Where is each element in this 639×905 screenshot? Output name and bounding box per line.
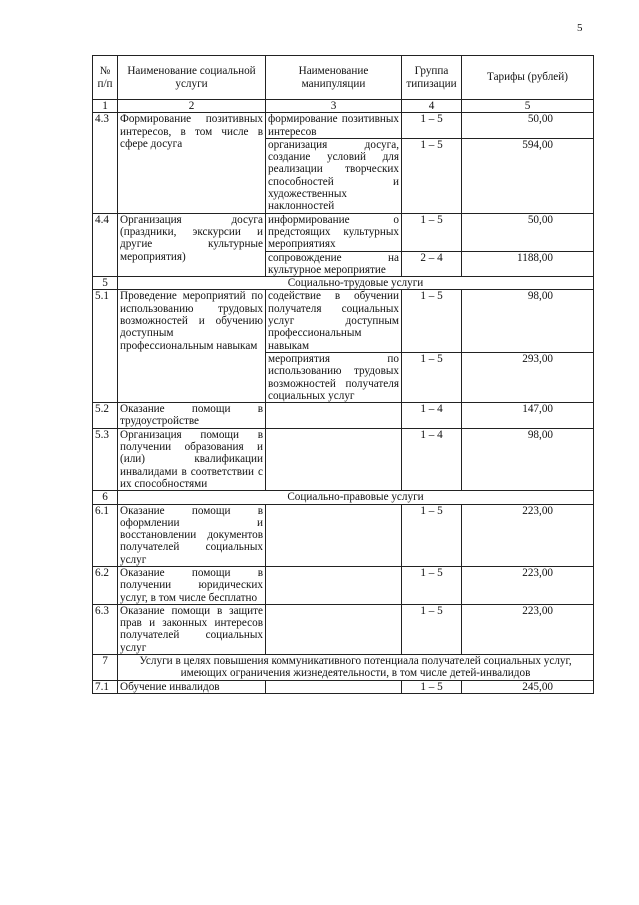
group-cell: 1 – 5 <box>402 604 462 654</box>
manipulation-name <box>266 604 402 654</box>
table-row <box>93 680 594 693</box>
section-title: Социально-правовые услуги <box>118 491 594 504</box>
tariff-cell: 594,00 <box>462 138 594 213</box>
row-num: 5.3 <box>93 428 118 490</box>
group-cell: 1 – 5 <box>402 290 462 352</box>
table-row <box>93 428 594 490</box>
group-cell: 1 – 5 <box>402 138 462 213</box>
section-num: 5 <box>93 277 118 290</box>
manipulation-name: мероприятия по использованию трудовых возможностей получателя социальных услуг <box>266 352 402 402</box>
row-num: 5.1 <box>93 290 118 403</box>
tariff-cell: 223,00 <box>462 566 594 604</box>
section-row <box>93 491 594 504</box>
tariff-cell: 223,00 <box>462 604 594 654</box>
col-number: 3 <box>266 100 402 113</box>
column-number-row <box>93 100 594 113</box>
section-row <box>93 655 594 681</box>
tariff-cell: 1188,00 <box>462 251 594 277</box>
header-row <box>93 56 594 100</box>
row-num: 6.2 <box>93 566 118 604</box>
header-manipulation: Наименование манипуляции <box>266 56 402 100</box>
col-number: 2 <box>118 100 266 113</box>
manipulation-name <box>266 680 402 693</box>
row-num: 6.3 <box>93 604 118 654</box>
service-name: Оказание помощи в трудоустройстве <box>118 403 266 429</box>
service-name: Обучение инвалидов <box>118 680 266 693</box>
group-cell: 1 – 5 <box>402 352 462 402</box>
group-cell: 1 – 4 <box>402 403 462 429</box>
section-title: Услуги в целях повышения коммуникативного потенциала получателей социальных услуг, имеющих ограничения жизнедеятельности, в том числе детей-инвалидов <box>118 655 594 681</box>
tariff-cell: 98,00 <box>462 290 594 352</box>
manipulation-name <box>266 566 402 604</box>
header-num: № п/п <box>93 56 118 100</box>
tariff-cell: 50,00 <box>462 213 594 251</box>
manipulation-name: сопровождение на культурное мероприятие <box>266 251 402 277</box>
tariff-cell: 245,00 <box>462 680 594 693</box>
manipulation-name: информирование о предстоящих культурных мероприятиях <box>266 213 402 251</box>
service-name: Проведение мероприятий по использованию трудовых возможностей и обучению доступным профессиональным навыкам <box>118 290 266 403</box>
page-number: 5 <box>577 22 583 34</box>
group-cell: 1 – 5 <box>402 566 462 604</box>
manipulation-name: формирование позитивных интересов <box>266 113 402 139</box>
table-row <box>93 113 594 139</box>
section-num: 7 <box>93 655 118 681</box>
group-cell: 1 – 4 <box>402 428 462 490</box>
service-name: Организация помощи в получении образования и (или) квалификации инвалидами в соответствии с их способностями <box>118 428 266 490</box>
manipulation-name: содействие в обучении получателя социальных услуг доступным профессиональным навыкам <box>266 290 402 352</box>
service-name: Формирование позитивных интересов, в том числе в сфере досуга <box>118 113 266 213</box>
row-num: 5.2 <box>93 403 118 429</box>
manipulation-name <box>266 403 402 429</box>
group-cell: 1 – 5 <box>402 113 462 139</box>
section-row <box>93 277 594 290</box>
table-row <box>93 566 594 604</box>
row-num: 4.4 <box>93 213 118 276</box>
section-title: Социально-трудовые услуги <box>118 277 594 290</box>
group-cell: 1 – 5 <box>402 504 462 566</box>
service-name: Организация досуга (праздники, экскурсии и другие культурные мероприятия) <box>118 213 266 276</box>
header-service: Наименование социальной услуги <box>118 56 266 100</box>
table-row <box>93 604 594 654</box>
service-name: Оказание помощи в защите прав и законных интересов получателей социальных услуг <box>118 604 266 654</box>
group-cell: 1 – 5 <box>402 680 462 693</box>
tariff-cell: 223,00 <box>462 504 594 566</box>
manipulation-name <box>266 504 402 566</box>
section-num: 6 <box>93 491 118 504</box>
col-number: 5 <box>462 100 594 113</box>
header-group: Группа типизации <box>402 56 462 100</box>
row-num: 6.1 <box>93 504 118 566</box>
service-name: Оказание помощи в получении юридических услуг, в том числе бесплатно <box>118 566 266 604</box>
row-num: 4.3 <box>93 113 118 213</box>
group-cell: 1 – 5 <box>402 213 462 251</box>
tariff-cell: 293,00 <box>462 352 594 402</box>
col-number: 4 <box>402 100 462 113</box>
table-row <box>93 213 594 251</box>
service-name: Оказание помощи в оформлении и восстановлении документов получателей социальных услуг <box>118 504 266 566</box>
header-tariff: Тарифы (рублей) <box>462 56 594 100</box>
tariff-cell: 98,00 <box>462 428 594 490</box>
manipulation-name <box>266 428 402 490</box>
manipulation-name: организация досуга, создание условий для реализации творческих способностей и художественных наклонностей <box>266 138 402 213</box>
table-row <box>93 290 594 352</box>
table-row <box>93 504 594 566</box>
table-row <box>93 403 594 429</box>
tariff-cell: 147,00 <box>462 403 594 429</box>
row-num: 7.1 <box>93 680 118 693</box>
group-cell: 2 – 4 <box>402 251 462 277</box>
col-number: 1 <box>93 100 118 113</box>
tariff-table <box>92 55 594 694</box>
tariff-cell: 50,00 <box>462 113 594 139</box>
